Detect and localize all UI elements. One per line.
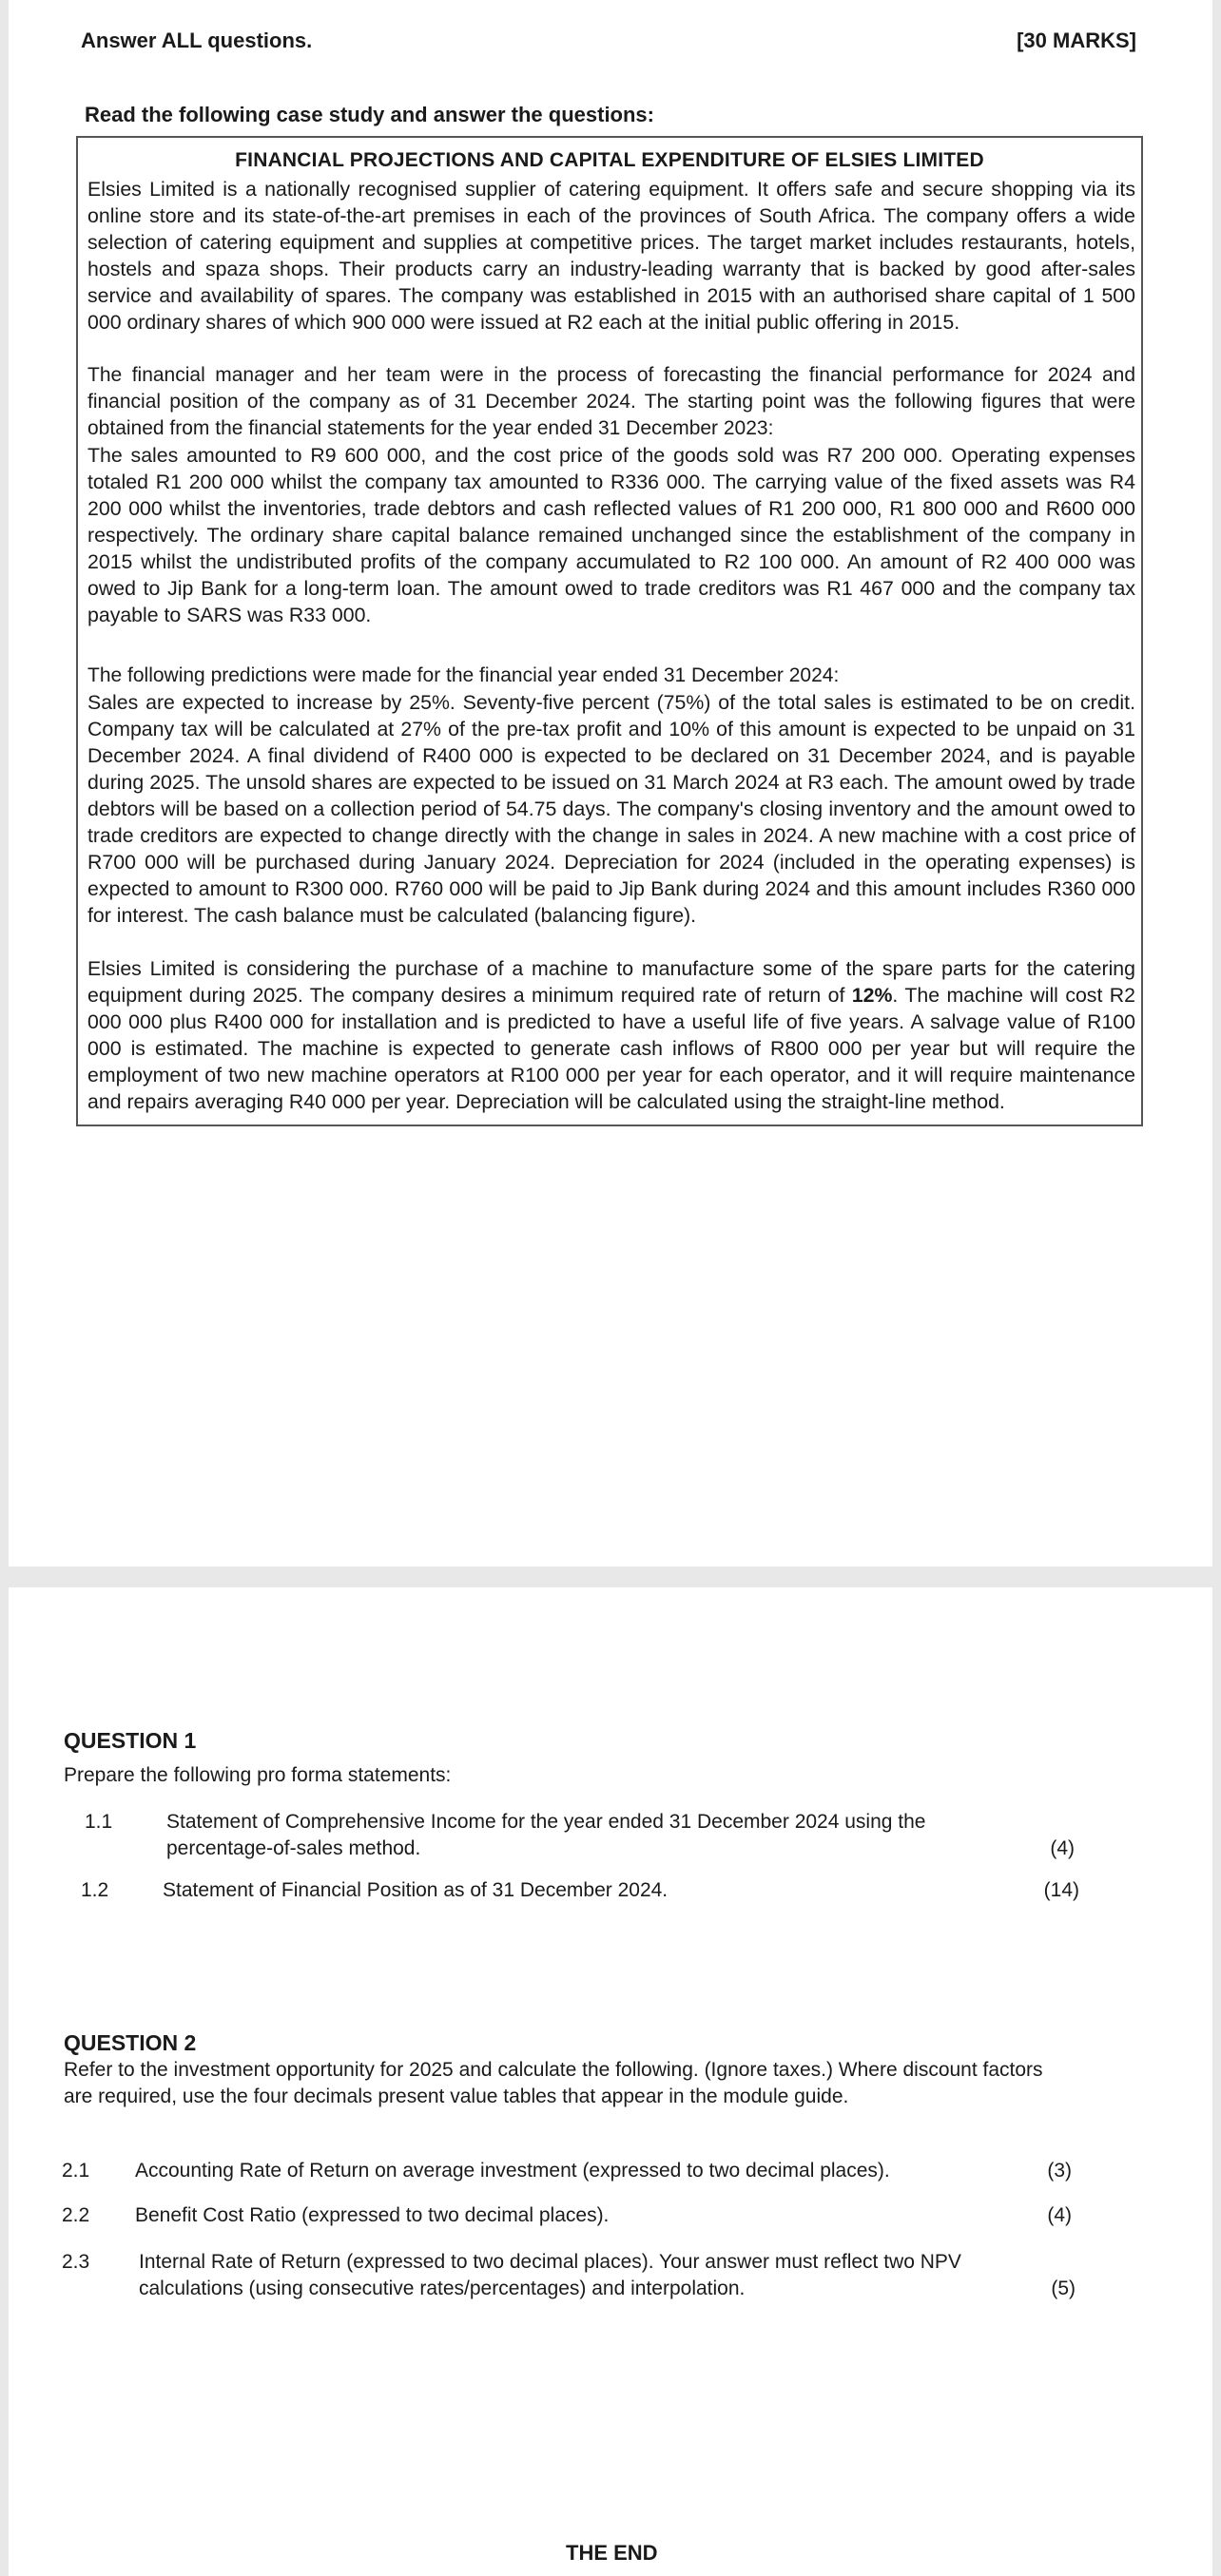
question-1-intro: Prepare the following pro forma statements: bbox=[64, 1764, 452, 1786]
question-1-2-number: 1.2 bbox=[81, 1879, 109, 1901]
case-paragraph-3-body: Sales are expected to increase by 25%. Seventy-five percent (75%) of the total sales is estimated to be on credit. Company tax will be calculated at 27% of the pre-tax profit and 10% of this amount is expected to be unpaid on 31 December 2024. A final dividend of R400 000 is expected to be declared on 31 December 2024, and is payable during 2025. The unsold shares are expected to be issued on 31 March 2024 at R3 each. The amount owed by trade debtors will be based on a collection period of 54.75 days. The company's closing inventory and the amount owed to trade creditors are expected to change directly with the change in sales in 2024. A new machine with a cost price of R700 000 will be purchased during January 2024. Depreciation for 2024 (included in the operating expenses) is expected to amount to R300 000. R760 000 will be paid to Jip Bank during 2024 and this amount includes R360 000 for interest. The cash balance must be calculated (balancing figure). bbox=[87, 691, 1135, 927]
question-1-1-line2: percentage-of-sales method. bbox=[166, 1837, 421, 1859]
case-paragraph-2 bbox=[87, 362, 1135, 628]
question-1-1-text bbox=[166, 1809, 925, 1862]
question-2-3-number: 2.3 bbox=[62, 2251, 90, 2273]
question-2-3-marks: (5) bbox=[1051, 2278, 1076, 2299]
case-paragraph-4-part1: Elsies Limited is considering the purchase of a machine to manufacture some of the spare parts for the catering equipment during 2025. The company desires a minimum required rate of return of bbox=[87, 957, 1135, 1007]
exam-page-1 bbox=[9, 0, 1212, 1567]
question-2-3-text bbox=[139, 2249, 961, 2302]
exam-page-2 bbox=[9, 1587, 1212, 2576]
question-2-2-marks: (4) bbox=[1047, 2204, 1072, 2226]
answer-all-instruction: Answer ALL questions. bbox=[81, 29, 313, 52]
question-2-2-number: 2.2 bbox=[62, 2204, 90, 2226]
question-1-1-marks: (4) bbox=[1050, 1837, 1075, 1859]
case-paragraph-2-body: The sales amounted to R9 600 000, and the cost price of the goods sold was R7 200 000. Operating expenses totaled R1 200 000 whilst the company tax amounted to R336 000. The carrying value of the fixed assets was R4 200 000 whilst the inventories, trade debtors and cash reflected values of R1 200 000, R1 800 000 and R600 000 respectively. The ordinary share capital balance remained unchanged since the establishment of the company in 2015 whilst the undistributed profits of the company accumulated to R2 100 000. An amount of R2 400 000 was owed to Jip Bank for a long-term loan. The amount owed to trade creditors was R1 467 000 and the company tax payable to SARS was R33 000. bbox=[87, 444, 1135, 626]
the-end: THE END bbox=[566, 2541, 658, 2565]
question-1-2-marks: (14) bbox=[1043, 1879, 1079, 1901]
case-study-instruction: Read the following case study and answer the questions: bbox=[85, 103, 654, 126]
question-2-3-line1: Internal Rate of Return (expressed to two decimal places). Your answer must reflect two NPV bbox=[139, 2251, 961, 2273]
total-marks: [30 MARKS] bbox=[1017, 29, 1136, 52]
question-2-intro-line2: are required, use the four decimals present value tables that appear in the module guide. bbox=[64, 2086, 849, 2107]
case-paragraph-1: Elsies Limited is a nationally recognised supplier of catering equipment. It offers safe and secure shopping via its online store and its state-of-the-art premises in each of the provinces of South Africa. The company offers a wide selection of catering equipment and supplies at competitive prices. The target market includes restaurants, hotels, hostels and spaza shops. Their products carry an industry-leading warranty that is backed by good after-sales service and availability of spares. The company was established in 2015 with an authorised share capital of 1 500 000 ordinary shares of which 900 000 were issued at R2 each at the initial public offering in 2015. bbox=[87, 178, 1135, 334]
case-paragraph-2-intro: The financial manager and her team were in the process of forecasting the financial performance for 2024 and financial position of the company as of 31 December 2024. The starting point was the following figures that were obtained from the financial statements for the year ended 31 December 2023: bbox=[87, 364, 1135, 439]
question-2-title: QUESTION 2 bbox=[64, 2030, 197, 2055]
question-1-title: QUESTION 1 bbox=[64, 1728, 197, 1753]
case-paragraph-3-intro: The following predictions were made for the financial year ended 31 December 2024: bbox=[87, 664, 840, 686]
case-study-title: FINANCIAL PROJECTIONS AND CAPITAL EXPENDITURE OF ELSIES LIMITED bbox=[235, 149, 984, 171]
case-study-box bbox=[76, 136, 1143, 1126]
question-2-1-marks: (3) bbox=[1047, 2160, 1072, 2182]
question-1-1-line1: Statement of Comprehensive Income for the year ended 31 December 2024 using the bbox=[166, 1811, 926, 1833]
case-paragraph-intro bbox=[87, 176, 1135, 336]
question-2-1-number: 2.1 bbox=[62, 2160, 90, 2182]
question-2-intro-line1: Refer to the investment opportunity for 2025 and calculate the following. (Ignore taxes.) Where discount factors bbox=[64, 2059, 1043, 2081]
case-paragraph-4-part2: . The machine will cost R2 000 000 plus R400 000 for installation and is predicted to have a useful life of five years. A salvage value of R100 000 is estimated. The machine is expected to generate cash inflows of R800 000 per year but will require the employment of two new machine operators at R100 000 per year for each operator, and it will require maintenance and repairs averaging R40 000 per year. Depreciation will be calculated using the straight-line method. bbox=[87, 984, 1136, 1113]
question-2-3-line2: calculations (using consecutive rates/percentages) and interpolation. bbox=[139, 2278, 746, 2299]
question-1-1-number: 1.1 bbox=[85, 1811, 113, 1833]
question-2-2-text: Benefit Cost Ratio (expressed to two decimal places). bbox=[135, 2204, 610, 2226]
question-1-2-text: Statement of Financial Position as of 31 December 2024. bbox=[163, 1879, 669, 1901]
question-2-1-text: Accounting Rate of Return on average investment (expressed to two decimal places). bbox=[135, 2160, 890, 2182]
case-paragraph-3 bbox=[87, 663, 1135, 929]
case-paragraph-4 bbox=[87, 955, 1135, 1115]
question-2-intro bbox=[64, 2057, 1043, 2110]
required-rate-of-return: 12% bbox=[851, 984, 893, 1007]
